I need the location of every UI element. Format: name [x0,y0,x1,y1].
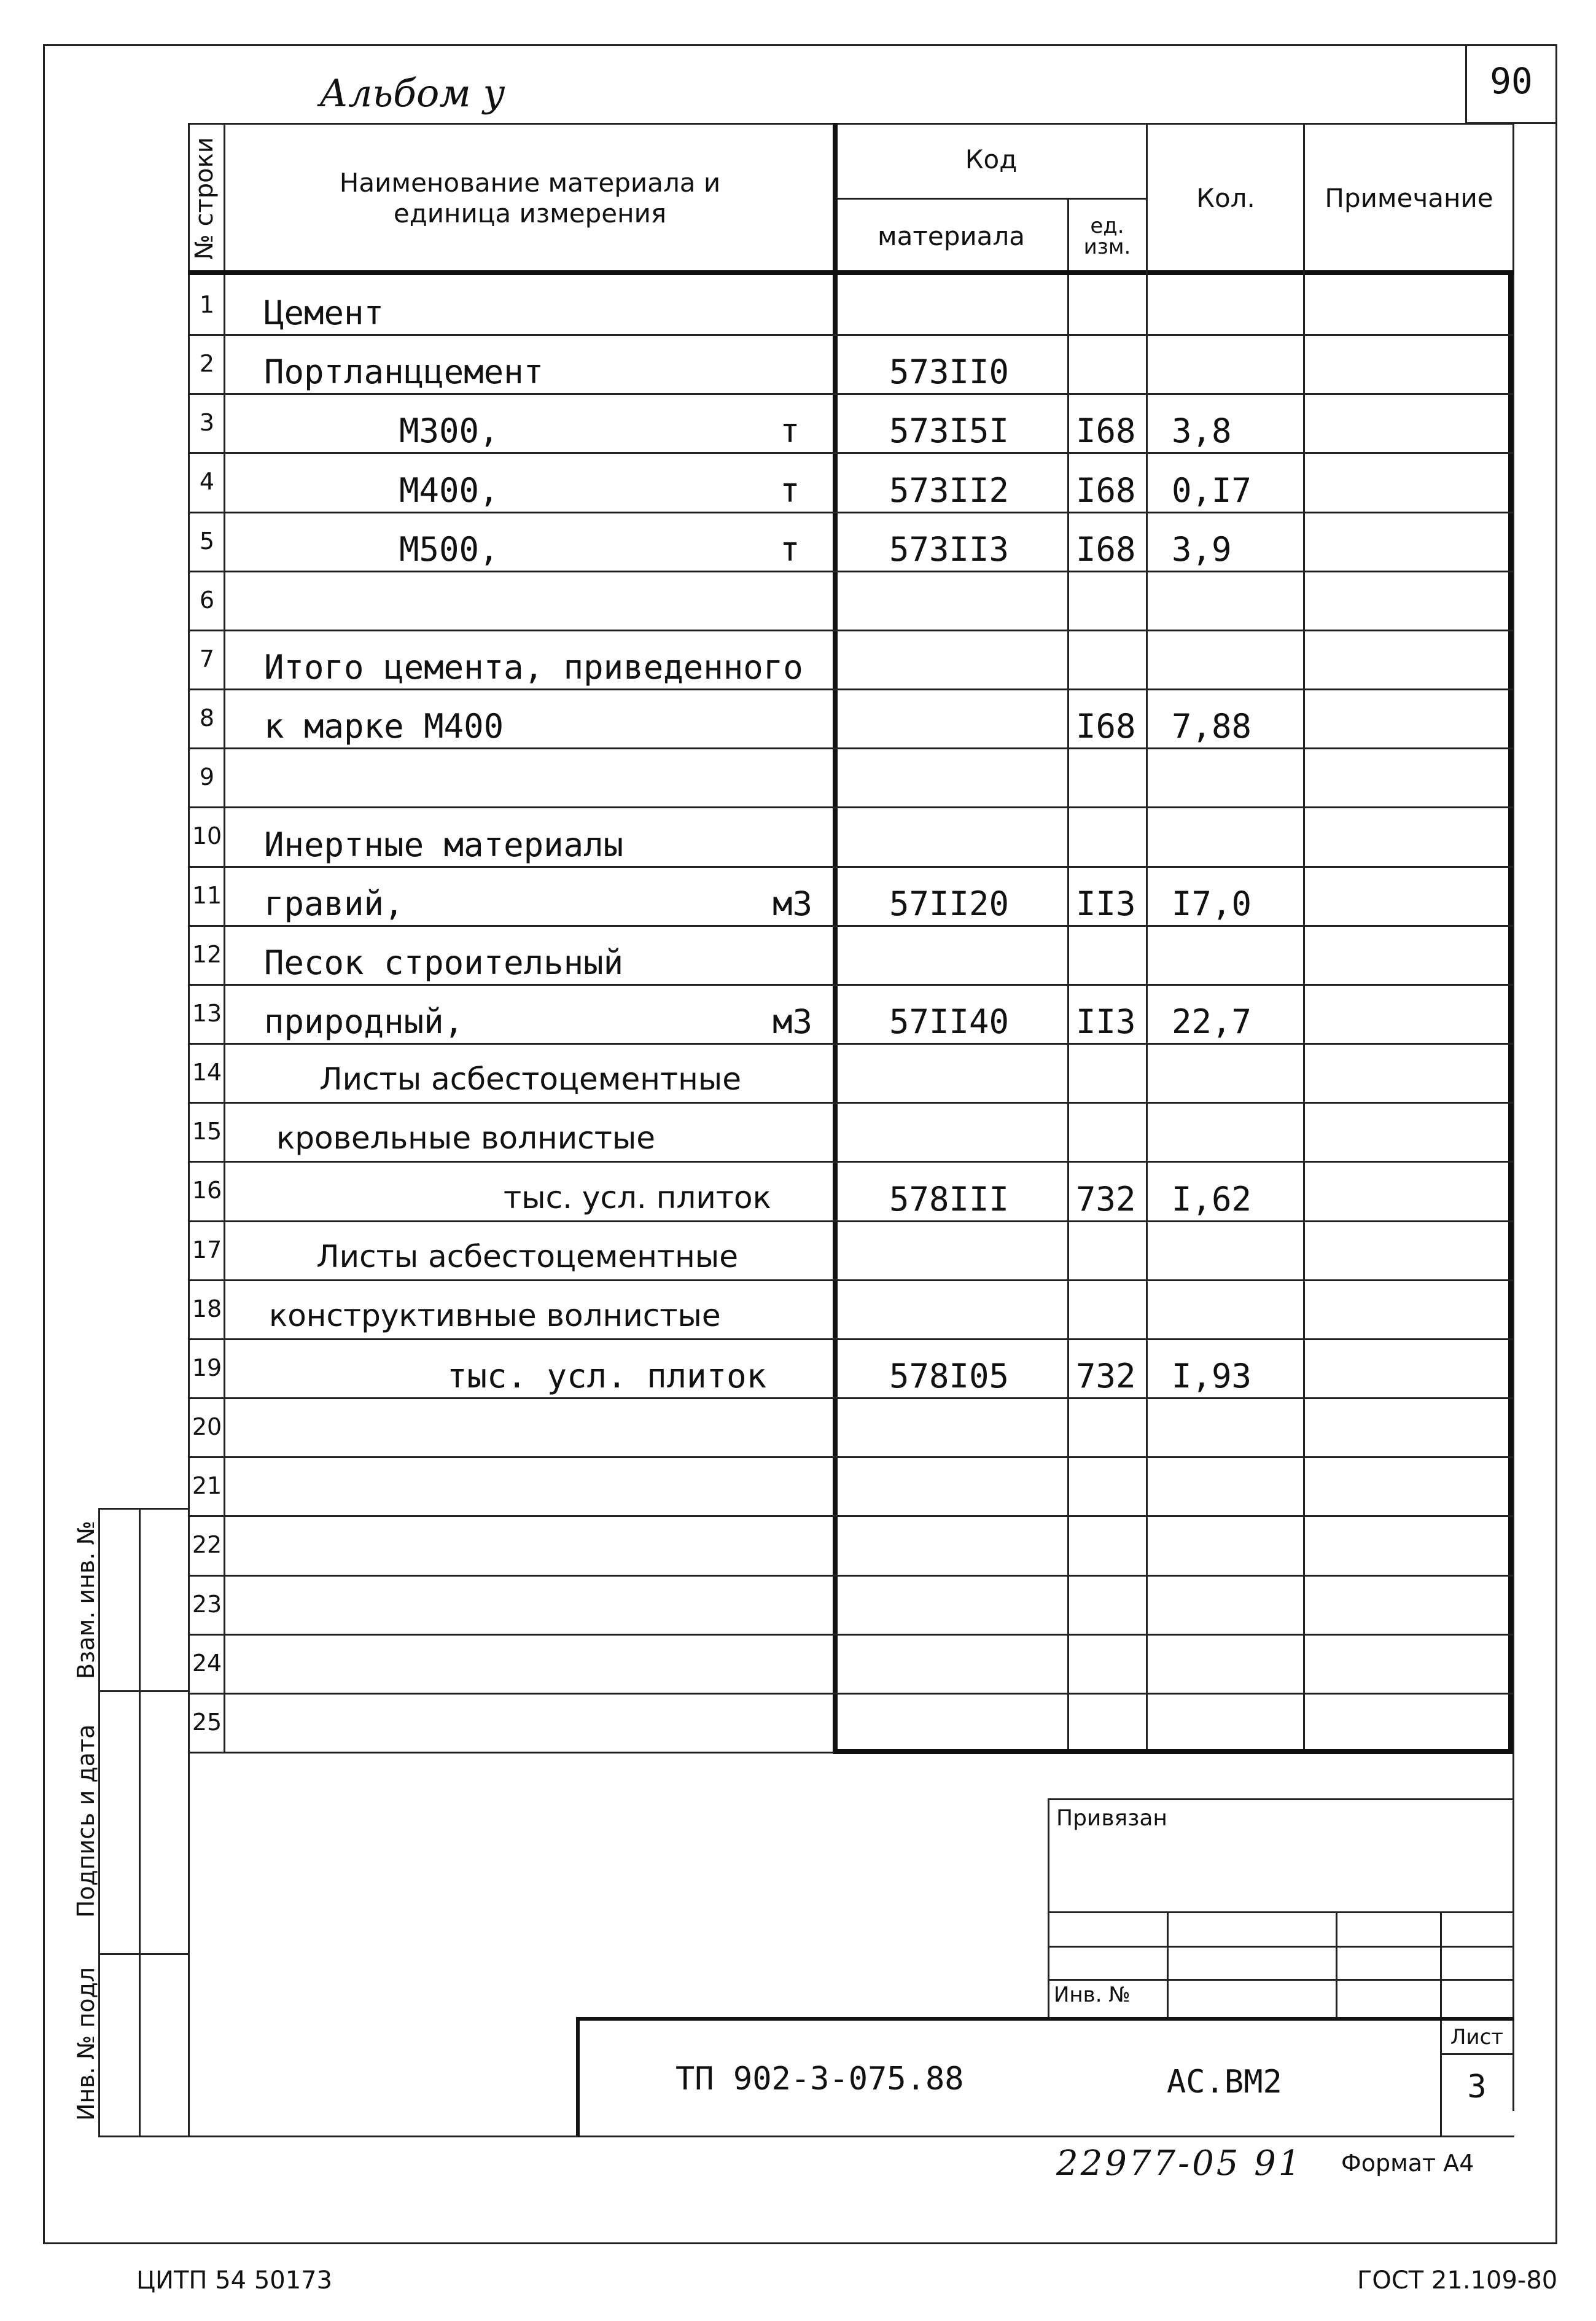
row-number: 1 [199,291,215,318]
format-label: Формат А4 [1341,2150,1474,2177]
row-unit-code: I68 [1076,471,1136,510]
row-unit: т [780,530,800,569]
header-code-unit: ед. изм. [1083,214,1131,259]
sheet-box-divider [1440,2021,1442,2137]
row-material-code: 573II3 [889,530,1010,569]
row-number: 21 [192,1472,222,1499]
inv-no-label: Инв. № [1054,1983,1131,2007]
header-qty: Кол. [1196,182,1255,213]
privyazan-col-3 [1440,1911,1442,2019]
row-material-code: 57II20 [889,884,1010,923]
row-number: 4 [199,468,215,495]
header-eu-divider [1067,198,1069,275]
row-material-name: гравий, [264,884,404,923]
row-number: 20 [192,1413,222,1440]
privyazan-line-1 [1048,1911,1514,1913]
row-divider [188,984,1514,986]
privyazan-line-2 [1048,1946,1514,1948]
row-number: 24 [192,1650,222,1677]
header-row-no: № строки [190,137,219,260]
row-material-name: М500, [399,530,499,569]
header-name: Наименование материала и единица измерения [339,167,721,228]
row-material-code: 57II40 [889,1002,1010,1041]
row-number: 10 [192,822,222,849]
header-code: Код [965,144,1018,174]
row-divider [188,630,1514,631]
row-number: 2 [199,350,215,377]
privyazan-col-2 [1336,1911,1337,2019]
side-stamp-inv: Инв. № подл [72,1967,99,2121]
row-quantity: 3,8 [1172,412,1232,450]
row-divider [188,1693,1514,1695]
side-stamp [98,1508,189,2137]
row-material-name: кровельные волнистые [276,1120,656,1156]
sheet-label: Лист [1450,2025,1504,2050]
row-unit-code: I68 [1076,530,1136,569]
row-divider [188,1397,1514,1399]
rownum-col-divider [224,123,225,1753]
row-unit-code: 732 [1076,1357,1136,1395]
header-note: Примечание [1325,182,1493,213]
bottom-left-code: ЦИТП 54 50173 [136,2266,333,2295]
row-divider [188,1515,1514,1517]
row-material-name: природный, [264,1002,464,1041]
table-bottom-rule [188,1752,834,1753]
row-material-code: 573II0 [889,353,1010,391]
row-number: 3 [199,409,215,436]
row-material-code: 578III [889,1180,1010,1219]
row-material-name: Листы асбестоцементные [319,1061,742,1097]
code-block-bottom-rule [833,1749,1513,1754]
row-material-name: конструктивные волнистые [269,1298,721,1333]
row-unit-code: I68 [1076,412,1136,450]
row-number: 12 [192,941,222,968]
side-stamp-divider [139,1508,141,2137]
row-divider [188,688,1514,690]
header-code-material: материала [877,221,1025,251]
note-col-divider [1303,123,1305,1753]
row-material-name: Песок строительный [264,943,624,982]
handwritten-number: 22977-05 91 [1056,2144,1303,2183]
row-number: 18 [192,1295,222,1322]
row-number: 25 [192,1709,222,1736]
row-unit-code: 732 [1076,1180,1136,1219]
row-material-code: 573II2 [889,471,1010,510]
row-material-name: к марке М400 [264,707,504,746]
table-right-thick [1508,270,1513,1753]
row-divider [188,747,1514,749]
row-number: 22 [192,1531,222,1558]
header-code-split [836,198,1147,200]
sheet-code: АС.ВМ2 [1167,2064,1282,2101]
row-number: 14 [192,1059,222,1086]
sheet-box-line [1440,2053,1514,2055]
row-quantity: I7,0 [1172,884,1252,923]
row-number: 11 [192,882,222,909]
row-quantity: I,93 [1172,1357,1252,1395]
privyazan-line-3 [1048,1979,1514,1981]
row-divider [188,512,1514,513]
row-quantity: 7,88 [1172,707,1252,746]
row-material-name: тыс. усл. плиток [447,1357,767,1395]
code-col-left-thick [833,123,838,1753]
title-strip-left [576,2017,580,2137]
row-material-name: Листы асбестоцементные [316,1239,739,1274]
doc-code: ТП 902-3-075.88 [675,2061,964,2097]
title-strip-top [576,2017,1514,2021]
row-divider [188,866,1514,868]
row-material-name: Инертные материалы [264,825,624,864]
lower-left-border [188,1752,190,2137]
row-number: 8 [199,704,215,731]
row-number: 13 [192,1000,222,1027]
row-unit-code: II3 [1076,884,1136,923]
side-stamp-vzam: Взам. инв. № [72,1521,99,1680]
row-divider [188,452,1514,454]
bottom-right-gost: ГОСТ 21.109-80 [1357,2266,1558,2295]
row-material-name: Итого цемента, приведенного [264,648,803,687]
row-quantity: I,62 [1172,1180,1252,1219]
row-material-name: тыс. усл. плиток [504,1180,771,1215]
row-number: 5 [199,528,215,555]
row-quantity: 3,9 [1172,530,1232,569]
row-divider [188,1043,1514,1045]
row-number: 6 [199,587,215,614]
qty-col-divider [1146,123,1148,1753]
row-divider [188,334,1514,336]
row-divider [188,925,1514,927]
row-divider [188,1634,1514,1636]
row-divider [188,1575,1514,1577]
side-stamp-line-1 [98,1690,189,1692]
page-number: 90 [1490,60,1533,102]
row-divider [188,1456,1514,1458]
row-material-code: 573I5I [889,412,1010,450]
row-number: 7 [199,646,215,673]
row-number: 19 [192,1354,222,1381]
row-material-name: Цемент [264,294,384,332]
row-divider [188,1102,1514,1104]
privyazan-label: Привязан [1056,1806,1167,1831]
row-material-name: М300, [399,412,499,450]
row-unit: м3 [773,884,813,923]
header-bottom-rule [188,270,1514,275]
sheet-number: 3 [1467,2069,1487,2105]
privyazan-col-1 [1167,1911,1169,2019]
row-divider [188,806,1514,808]
row-number: 15 [192,1118,222,1145]
row-number: 17 [192,1236,222,1263]
row-unit-code: II3 [1076,1002,1136,1041]
row-divider [188,393,1514,395]
row-quantity: 0,I7 [1172,471,1252,510]
row-unit: м3 [773,1002,813,1041]
row-quantity: 22,7 [1172,1002,1252,1041]
side-stamp-podpis: Подпись и дата [72,1724,99,1918]
row-divider [188,1161,1514,1163]
row-material-name: М400, [399,471,499,510]
lower-bottom-border [188,2136,1514,2137]
row-divider [188,571,1514,572]
row-unit: т [780,412,800,450]
row-number: 16 [192,1177,222,1204]
side-stamp-line-2 [98,1953,189,1955]
eu-col-divider [1067,275,1069,1751]
row-material-name: Портланццемент [264,353,544,391]
album-label: Альбом у [319,71,505,115]
row-divider [188,1220,1514,1222]
row-divider [188,1279,1514,1281]
row-divider [188,1338,1514,1340]
row-number: 9 [199,763,215,790]
row-unit-code: I68 [1076,707,1136,746]
row-number: 23 [192,1591,222,1618]
row-material-code: 578I05 [889,1357,1010,1395]
row-unit: т [780,471,800,510]
